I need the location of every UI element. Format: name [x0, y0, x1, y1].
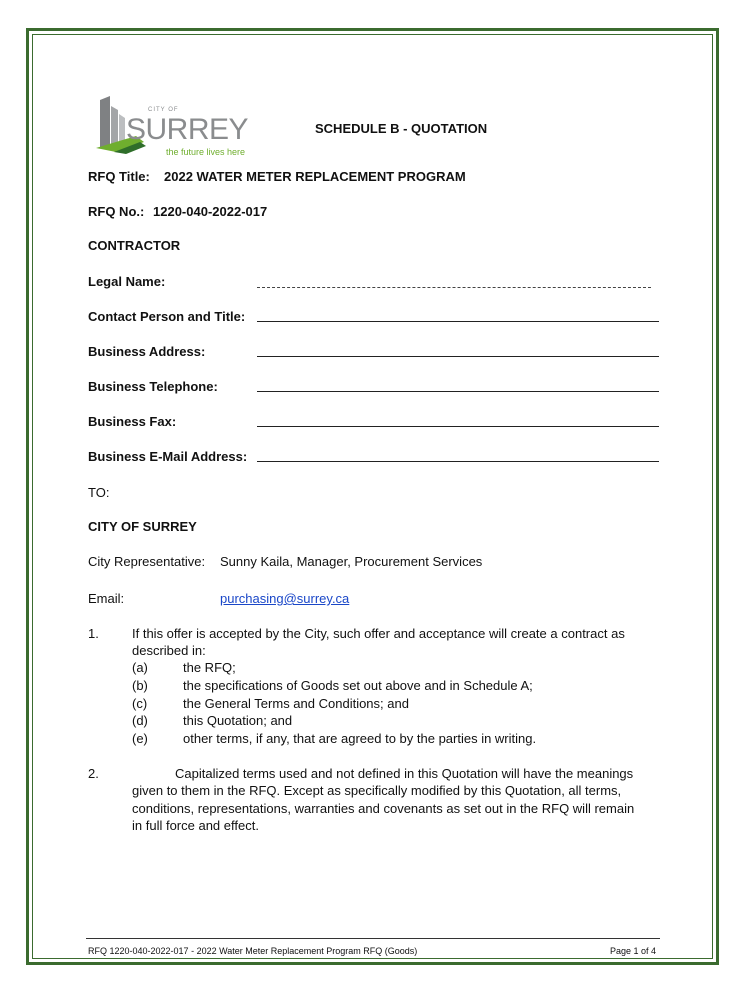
clause-1-item-text: this Quotation; and: [183, 713, 293, 728]
clause-1-item-text: the General Terms and Conditions; and: [183, 696, 409, 711]
contractor-heading: CONTRACTOR: [88, 238, 181, 253]
clause-1-item-text: the specifications of Goods set out above and in Schedule A;: [183, 678, 533, 693]
business-fax-label: Business Fax:: [88, 414, 177, 429]
business-address-label: Business Address:: [88, 344, 206, 359]
city-rep-label: City Representative:: [88, 554, 206, 569]
rfq-no-value: 1220-040-2022-017: [153, 204, 268, 219]
city-of-surrey-heading: CITY OF SURREY: [88, 519, 197, 534]
clause-2-number: 2.: [88, 766, 99, 781]
email-label: Email:: [88, 591, 125, 606]
contact-person-label: Contact Person and Title:: [88, 309, 246, 324]
clause-1-item-letter: (d): [132, 713, 148, 728]
business-email-label: Business E-Mail Address:: [88, 449, 248, 464]
legal-name-label: Legal Name:: [88, 274, 166, 289]
clause-1-item-letter: (a): [132, 660, 148, 675]
legal-name-field[interactable]: [257, 287, 651, 288]
rfq-title-value: 2022 WATER METER REPLACEMENT PROGRAM: [164, 169, 466, 184]
clause-1-number: 1.: [88, 626, 99, 641]
email-link[interactable]: purchasing@surrey.ca: [220, 591, 350, 606]
to-label: TO:: [88, 485, 110, 500]
clause-2-line-1: Capitalized terms used and not defined in this Quotation will have the meanings: [175, 766, 634, 781]
business-telephone-label: Business Telephone:: [88, 379, 218, 394]
business-address-field[interactable]: [257, 356, 659, 357]
footer-divider: [86, 938, 660, 939]
logo-wordmark: SURREY: [126, 113, 249, 146]
clause-1-item-text: other terms, if any, that are agreed to by the parties in writing.: [183, 731, 537, 746]
clause-1-item-letter: (e): [132, 731, 148, 746]
business-telephone-field[interactable]: [257, 391, 659, 392]
city-rep-value: Sunny Kaila, Manager, Procurement Services: [220, 554, 483, 569]
rfq-no-label: RFQ No.:: [88, 204, 145, 219]
surrey-logo: [96, 96, 252, 160]
footer-left-text: RFQ 1220-040-2022-017 - 2022 Water Meter Replacement Program RFQ (Goods): [88, 946, 418, 956]
clause-1-item-letter: (b): [132, 678, 148, 693]
clause-1-line-1: If this offer is accepted by the City, such offer and acceptance will create a contract as: [132, 626, 625, 641]
business-email-field[interactable]: [257, 461, 659, 462]
page-title: SCHEDULE B - QUOTATION: [315, 121, 488, 136]
clause-2-line-2: given to them in the RFQ. Except as specifically modified by this Quotation, all terms,: [132, 783, 622, 798]
clause-1-item-letter: (c): [132, 696, 148, 711]
clause-1-item-text: the RFQ;: [183, 660, 236, 675]
logo-city-of: CITY OF: [148, 107, 179, 113]
logo-tagline: the future lives here: [166, 147, 246, 157]
clause-2-line-3: conditions, representations, warranties and covenants as set out in the RFQ will remain: [132, 801, 635, 816]
footer-page-number: Page 1 of 4: [610, 946, 657, 956]
contact-person-field[interactable]: [257, 321, 659, 322]
clause-1-line-2: described in:: [132, 643, 206, 658]
business-fax-field[interactable]: [257, 426, 659, 427]
clause-2-line-4: in full force and effect.: [132, 818, 259, 833]
rfq-title-label: RFQ Title:: [88, 169, 150, 184]
